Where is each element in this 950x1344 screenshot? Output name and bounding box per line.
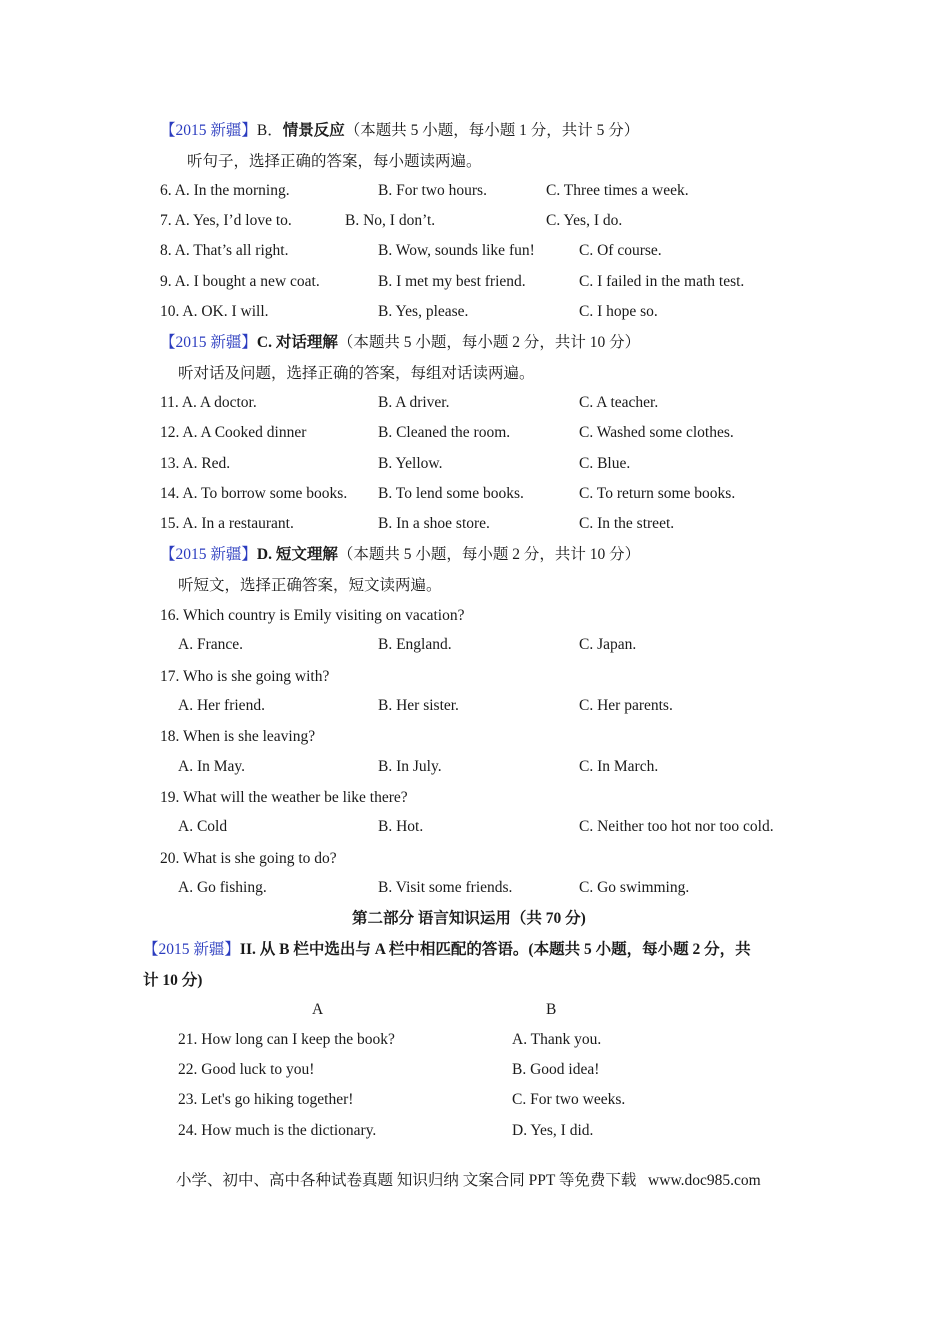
option-b: B. Yellow.	[378, 455, 443, 472]
option-a: 9. A. I bought a new coat.	[160, 273, 320, 290]
option-c: C. I failed in the math test.	[579, 273, 745, 290]
part-heading: 第二部分 语言知识运用（共 70 分)	[352, 910, 586, 927]
source-tag: 【2015 新疆】	[143, 941, 240, 958]
question-text: 19. What will the weather be like there?	[160, 789, 408, 806]
section-note: （本题共 5 小题，每小题 2 分，共计 10 分）	[337, 334, 641, 351]
column-b-item: C. For two weeks.	[512, 1091, 626, 1108]
column-a-item: 24. How much is the dictionary.	[178, 1122, 377, 1139]
section-note: （本题共 5 小题，每小题 1 分，共计 5 分）	[344, 122, 640, 139]
option-a: 12. A. A Cooked dinner	[160, 424, 307, 441]
section-title-continued: 计 10 分)	[143, 972, 203, 989]
option-a: 10. A. OK. I will.	[160, 303, 269, 320]
option-b: B. Visit some friends.	[378, 879, 513, 896]
column-b-header: B	[546, 1001, 557, 1018]
option-b: B. Hot.	[378, 818, 424, 835]
option-b: B. No, I don’t.	[345, 212, 436, 229]
option-a: 14. A. To borrow some books.	[160, 485, 348, 502]
column-b-item: A. Thank you.	[512, 1031, 602, 1048]
option-c: C. In March.	[579, 758, 659, 775]
option-b: B. Yes, please.	[378, 303, 469, 320]
option-a: A. Cold	[178, 818, 228, 835]
option-c: C. Japan.	[579, 636, 637, 653]
column-b-item: B. Good idea!	[512, 1061, 600, 1078]
column-a-header: A	[312, 1001, 324, 1018]
page-footer: 小学、初中、高中各种试卷真题 知识归纳 文案合同 PPT 等免费下载 www.doc985.com	[176, 1172, 761, 1189]
option-b: B. In a shoe store.	[378, 515, 490, 532]
option-a: 13. A. Red.	[160, 455, 231, 472]
option-b: B. In July.	[378, 758, 442, 775]
option-c: C. Blue.	[579, 455, 631, 472]
option-c: C. In the street.	[579, 515, 675, 532]
section-instruction: 听短文，选择正确答案，短文读两遍。	[178, 577, 442, 594]
option-a: 8. A. That’s all right.	[160, 242, 289, 259]
option-a: 6. A. In the morning.	[160, 182, 290, 199]
section-b-header	[160, 121, 639, 141]
option-a: A. France.	[178, 636, 243, 653]
section-ii-header	[143, 940, 751, 960]
section-prefix: B．	[256, 122, 283, 139]
option-c: C. Her parents.	[579, 697, 673, 714]
option-a: 7. A. Yes, I’d love to.	[160, 212, 292, 229]
column-b-item: D. Yes, I did.	[512, 1122, 594, 1139]
column-a-item: 23. Let's go hiking together!	[178, 1091, 354, 1108]
option-a: A. Her friend.	[178, 697, 265, 714]
section-instruction: 听句子，选择正确的答案，每小题读两遍。	[187, 153, 482, 170]
section-note: （本题共 5 小题，每小题 2 分，共计 10 分）	[337, 546, 641, 563]
option-b: B. Her sister.	[378, 697, 459, 714]
source-tag: 【2015 新疆】	[160, 546, 257, 563]
section-title: II. 从 B 栏中选出与 A 栏中相匹配的答语。(本题共 5 小题，每小题 2 分，共	[239, 941, 751, 958]
section-title: C. 对话理解	[256, 334, 338, 351]
section-title: D. 短文理解	[256, 546, 338, 563]
section-d-header	[160, 545, 640, 565]
option-c: C. Yes, I do.	[546, 212, 623, 229]
option-a: A. In May.	[178, 758, 246, 775]
option-c: C. Washed some clothes.	[579, 424, 734, 441]
column-a-item: 22. Good luck to you!	[178, 1061, 315, 1078]
option-c: C. Go swimming.	[579, 879, 690, 896]
question-text: 17. Who is she going with?	[160, 668, 330, 685]
option-b: B. To lend some books.	[378, 485, 524, 502]
option-b: B. Wow, sounds like fun!	[378, 242, 535, 259]
section-c-header	[160, 333, 640, 353]
option-b: B. I met my best friend.	[378, 273, 526, 290]
option-c: C. Of course.	[579, 242, 662, 259]
question-text: 16. Which country is Emily visiting on vacation?	[160, 607, 465, 624]
question-text: 18. When is she leaving?	[160, 728, 316, 745]
section-title: 情景反应	[282, 122, 345, 139]
option-c: C. To return some books.	[579, 485, 736, 502]
question-text: 20. What is she going to do?	[160, 850, 337, 867]
option-b: B. England.	[378, 636, 452, 653]
option-a: 11. A. A doctor.	[160, 394, 257, 411]
option-a: 15. A. In a restaurant.	[160, 515, 294, 532]
source-tag: 【2015 新疆】	[160, 334, 257, 351]
column-a-item: 21. How long can I keep the book?	[178, 1031, 395, 1048]
option-c: C. Neither too hot nor too cold.	[579, 818, 774, 835]
option-c: C. A teacher.	[579, 394, 659, 411]
option-b: B. For two hours.	[378, 182, 487, 199]
option-c: C. I hope so.	[579, 303, 658, 320]
section-instruction: 听对话及问题，选择正确的答案，每组对话读两遍。	[178, 365, 535, 382]
option-b: B. Cleaned the room.	[378, 424, 511, 441]
option-c: C. Three times a week.	[546, 182, 689, 199]
option-b: B. A driver.	[378, 394, 450, 411]
option-a: A. Go fishing.	[178, 879, 267, 896]
source-tag: 【2015 新疆】	[160, 122, 257, 139]
